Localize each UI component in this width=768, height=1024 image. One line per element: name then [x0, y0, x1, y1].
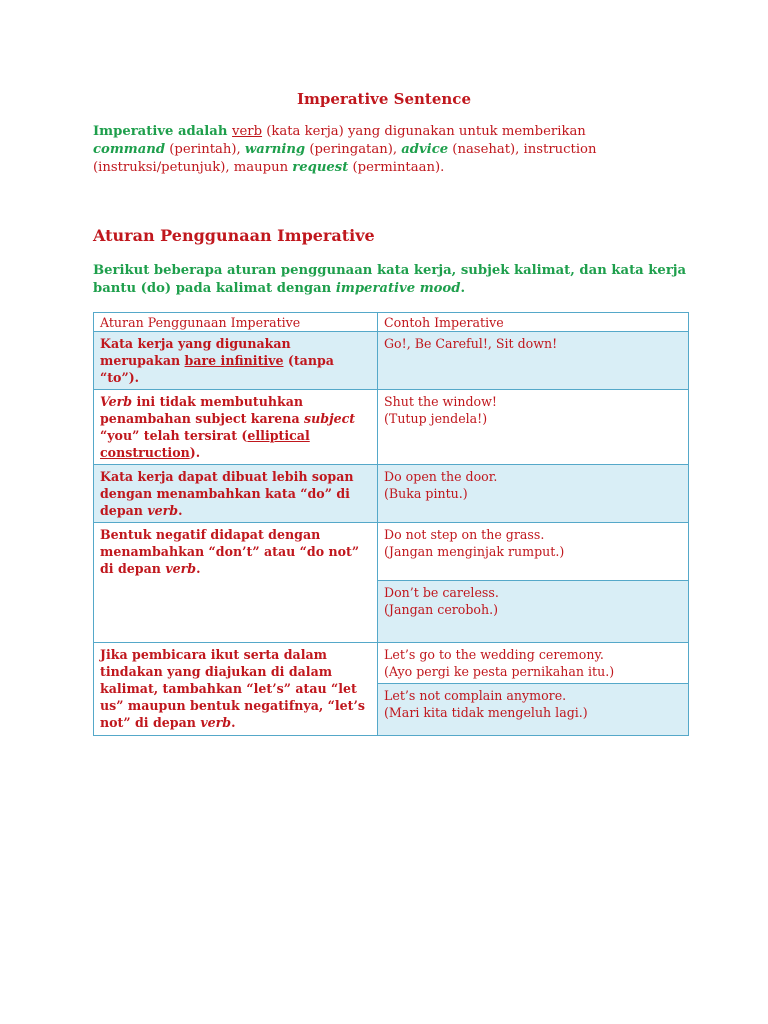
rule-italic: verb — [147, 503, 179, 518]
section-intro-text: Berikut beberapa aturan penggunaan kata kerja, subjek kalimat, dan kata kerja bantu (do) pada kalimat dengan — [93, 263, 687, 296]
rule-text: ). — [189, 445, 201, 460]
example-translation: (Jangan ceroboh.) — [384, 602, 499, 617]
rule-text: Kata kerja dapat dibuat lebih sopan dengan menambahkan kata “do” di depan — [100, 469, 354, 518]
example-text: Go!, Be Careful!, Sit down! — [384, 336, 558, 351]
example-text: Let’s not complain anymore. — [384, 688, 567, 703]
example-translation: (Buka pintu.) — [384, 486, 468, 501]
intro-warning: warning — [244, 142, 306, 157]
example-text: Do not step on the grass. — [384, 527, 545, 542]
example-cell — [378, 332, 689, 390]
rule-text: Jika pembicara ikut serta dalam tindakan yang diajukan di dalam kalimat, tambahkan “let’s” atau “let us” maupun bentuk negatifnya, “let’s not” di depan — [100, 647, 365, 730]
rule-text: . — [196, 561, 201, 576]
example-cell — [378, 643, 689, 684]
section-intro-mood: imperative mood — [335, 281, 461, 296]
example-text: Shut the window! — [384, 394, 497, 409]
example-cell — [378, 390, 689, 465]
example-cell — [378, 684, 689, 736]
example-cell — [378, 581, 689, 643]
rule-text: . — [178, 503, 183, 518]
rule-cell — [94, 523, 378, 643]
intro-text: (permintaan). — [348, 160, 445, 175]
rule-text: Kata kerja yang digunakan merupakan — [100, 336, 291, 368]
intro-text: Imperative adalah — [93, 124, 233, 139]
rule-text: (tanpa “to”). — [100, 353, 334, 385]
example-translation: (Tutup jendela!) — [384, 411, 488, 426]
example-text: Let’s go to the wedding ceremony. — [384, 647, 604, 662]
example-cell — [378, 523, 689, 581]
example-cell — [378, 465, 689, 523]
intro-text: (nasehat), instruction (instruksi/petunjuk), maupun — [93, 142, 597, 175]
table-row — [94, 390, 689, 465]
rule-cell — [94, 465, 378, 523]
rule-underline: bare infinitive — [184, 353, 284, 368]
rule-text: ini tidak membutuhkan penambahan subject karena — [100, 394, 305, 426]
example-translation: (Mari kita tidak mengeluh lagi.) — [384, 705, 588, 720]
rule-italic: Verb — [100, 394, 133, 409]
rule-text: . — [231, 715, 236, 730]
example-translation: (Jangan menginjak rumput.) — [384, 544, 565, 559]
table-row — [94, 332, 689, 390]
intro-paragraph — [93, 123, 653, 177]
section-heading: Aturan Penggunaan Imperative — [93, 226, 375, 245]
example-text: Don’t be careless. — [384, 585, 499, 600]
rules-table — [93, 312, 689, 736]
intro-advice: advice — [401, 142, 449, 157]
intro-verb: verb — [232, 124, 263, 139]
example-translation: (Ayo pergi ke pesta pernikahan itu.) — [384, 664, 615, 679]
intro-text: (peringatan), — [305, 142, 402, 157]
header-example: Contoh Imperative — [378, 313, 689, 332]
table-header-row — [94, 313, 689, 332]
header-rule: Aturan Penggunaan Imperative — [94, 313, 378, 332]
rule-underline: elliptical construction — [100, 428, 310, 460]
rule-italic: subject — [304, 411, 356, 426]
table-row — [94, 643, 689, 684]
page-title: Imperative Sentence — [297, 90, 471, 108]
intro-request: request — [292, 160, 349, 175]
rule-cell — [94, 390, 378, 465]
rule-italic: verb — [165, 561, 197, 576]
intro-command: command — [93, 142, 166, 157]
intro-text: (kata kerja) yang digunakan untuk memberikan — [262, 124, 586, 139]
table-row — [94, 523, 689, 581]
table-row — [94, 465, 689, 523]
rule-text: Bentuk negatif didapat dengan menambahkan “don’t” atau “do not” di depan — [100, 527, 360, 576]
example-text: Do open the door. — [384, 469, 498, 484]
section-intro — [93, 262, 693, 298]
rule-text: “you” telah tersirat ( — [100, 428, 248, 443]
section-intro-text: . — [460, 281, 466, 296]
rule-italic: verb — [200, 715, 232, 730]
intro-text: (perintah), — [165, 142, 245, 157]
rule-cell — [94, 643, 378, 736]
rule-cell — [94, 332, 378, 390]
